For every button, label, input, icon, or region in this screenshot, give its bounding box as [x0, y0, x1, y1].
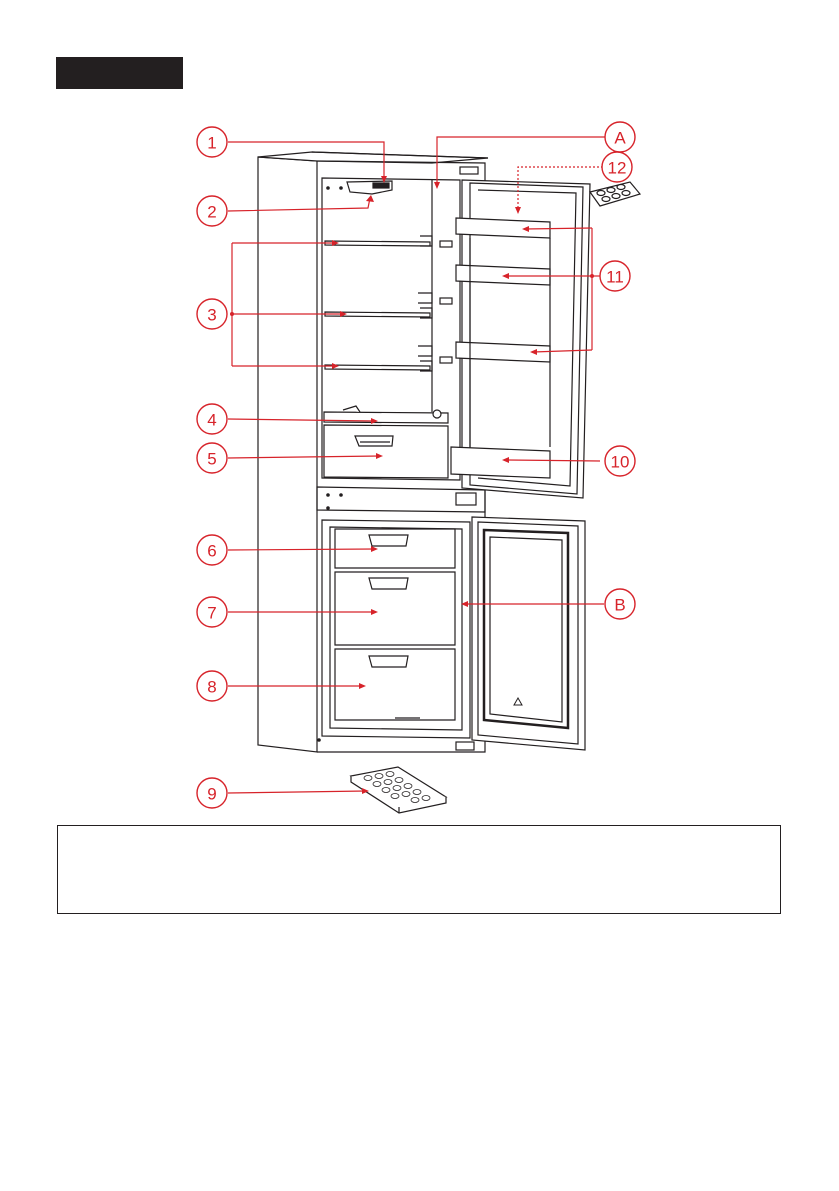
callout-4-label: 4 — [207, 410, 217, 430]
callout-7-label: 7 — [207, 603, 217, 623]
callout-2-label: 2 — [207, 202, 217, 222]
callout-B-label: B — [614, 595, 626, 615]
callout-9-label: 9 — [207, 784, 217, 804]
glass-shelves — [325, 236, 452, 371]
note-box — [57, 825, 781, 914]
callout-A-label: A — [614, 128, 626, 148]
callout-1-label: 1 — [207, 133, 217, 153]
callout-12-label: 12 — [607, 158, 627, 178]
egg-tray — [590, 182, 640, 206]
callout-10-label: 10 — [610, 452, 630, 472]
callout-3-label: 3 — [207, 305, 217, 325]
freezer-door — [472, 517, 585, 750]
callout-5-label: 5 — [207, 449, 217, 469]
crisper-drawer — [324, 406, 448, 478]
callout-8-label: 8 — [207, 677, 217, 697]
thermostat-light-unit — [347, 181, 392, 194]
fridge-door — [451, 180, 590, 498]
callout-6-label: 6 — [207, 541, 217, 561]
freezer-drawers — [335, 529, 455, 720]
callout-11-label: 11 — [606, 267, 624, 287]
